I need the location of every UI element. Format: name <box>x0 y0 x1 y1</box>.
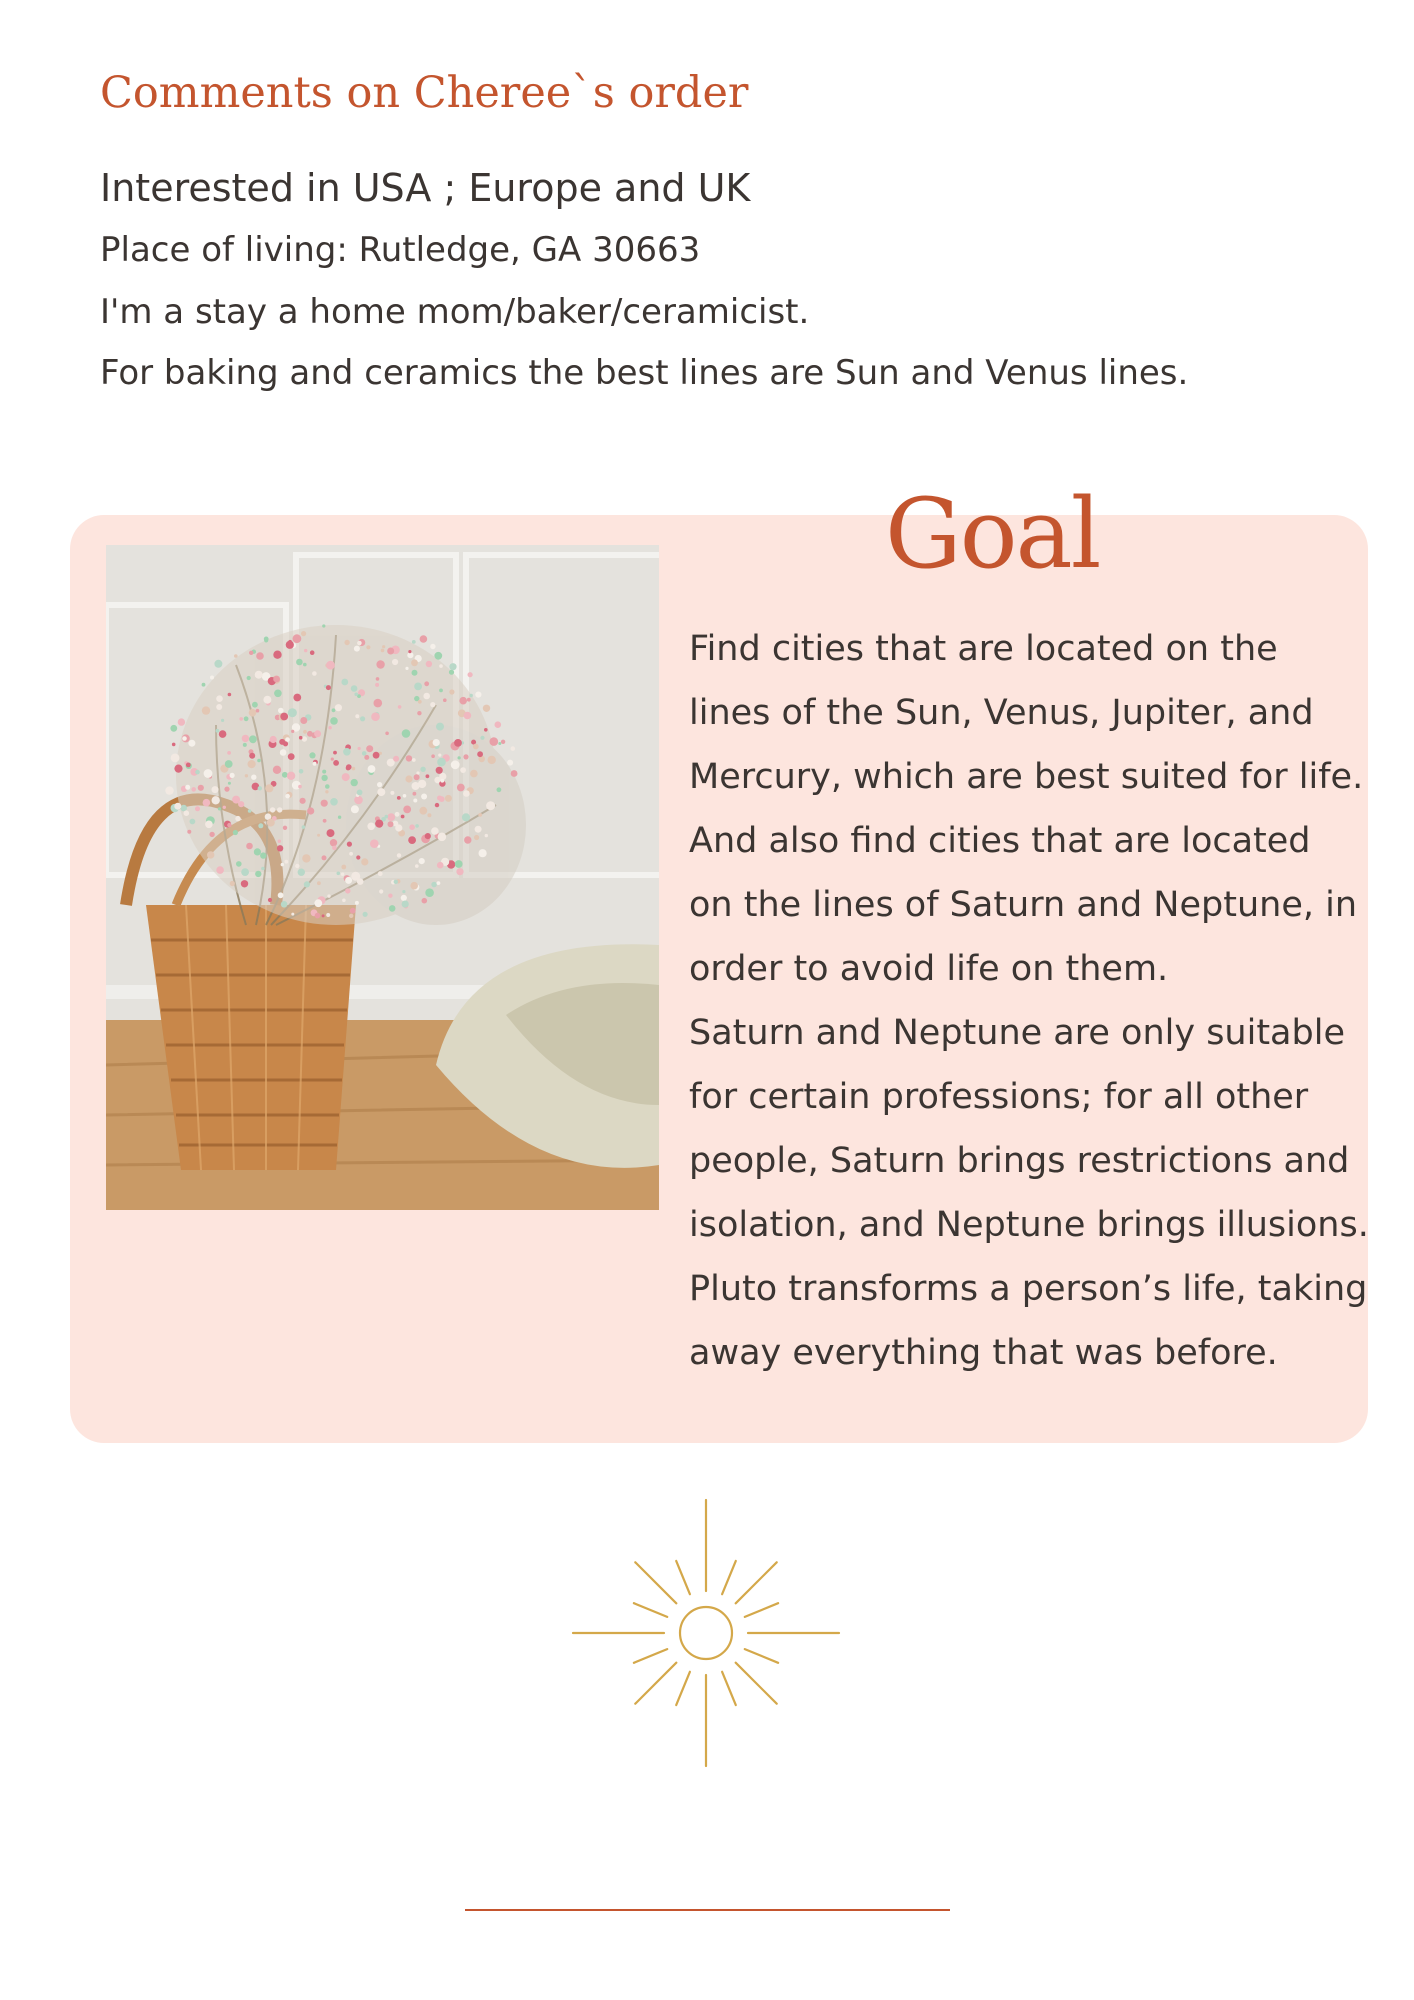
goal-line: order to avoid life on them. <box>689 949 1169 989</box>
goal-title: Goal <box>885 478 1100 590</box>
place-line: Place of living: Rutledge, GA 30663 <box>100 230 701 270</box>
best-lines-line: For baking and ceramics the best lines are Sun and Venus lines. <box>100 353 1189 393</box>
goal-line: Pluto transforms a person’s life, taking <box>689 1269 1368 1309</box>
goal-description <box>689 617 1369 1385</box>
goal-line: isolation, and Neptune brings illusions. <box>689 1205 1369 1245</box>
goal-line: lines of the Sun, Venus, Jupiter, and <box>689 693 1314 733</box>
goal-line: Mercury, which are best suited for life. <box>689 757 1364 797</box>
footer-divider <box>465 1909 950 1911</box>
interest-line: Interested in USA ; Europe and UK <box>100 166 751 210</box>
goal-line: Saturn and Neptune are only suitable <box>689 1013 1345 1053</box>
goal-line: on the lines of Saturn and Neptune, in <box>689 885 1358 925</box>
goal-line: for certain professions; for all other <box>689 1077 1309 1117</box>
sun-icon <box>571 1498 841 1768</box>
occupation-line: I'm a stay a home mom/baker/ceramicist. <box>100 292 810 332</box>
page-title: Comments on Cheree`s order <box>100 68 749 118</box>
goal-line: away everything that was before. <box>689 1333 1278 1373</box>
basket-flowers-photo <box>106 545 659 1210</box>
goal-line: people, Saturn brings restrictions and <box>689 1141 1350 1181</box>
goal-line: Find cities that are located on the <box>689 629 1278 669</box>
goal-line: And also find cities that are located <box>689 821 1311 861</box>
